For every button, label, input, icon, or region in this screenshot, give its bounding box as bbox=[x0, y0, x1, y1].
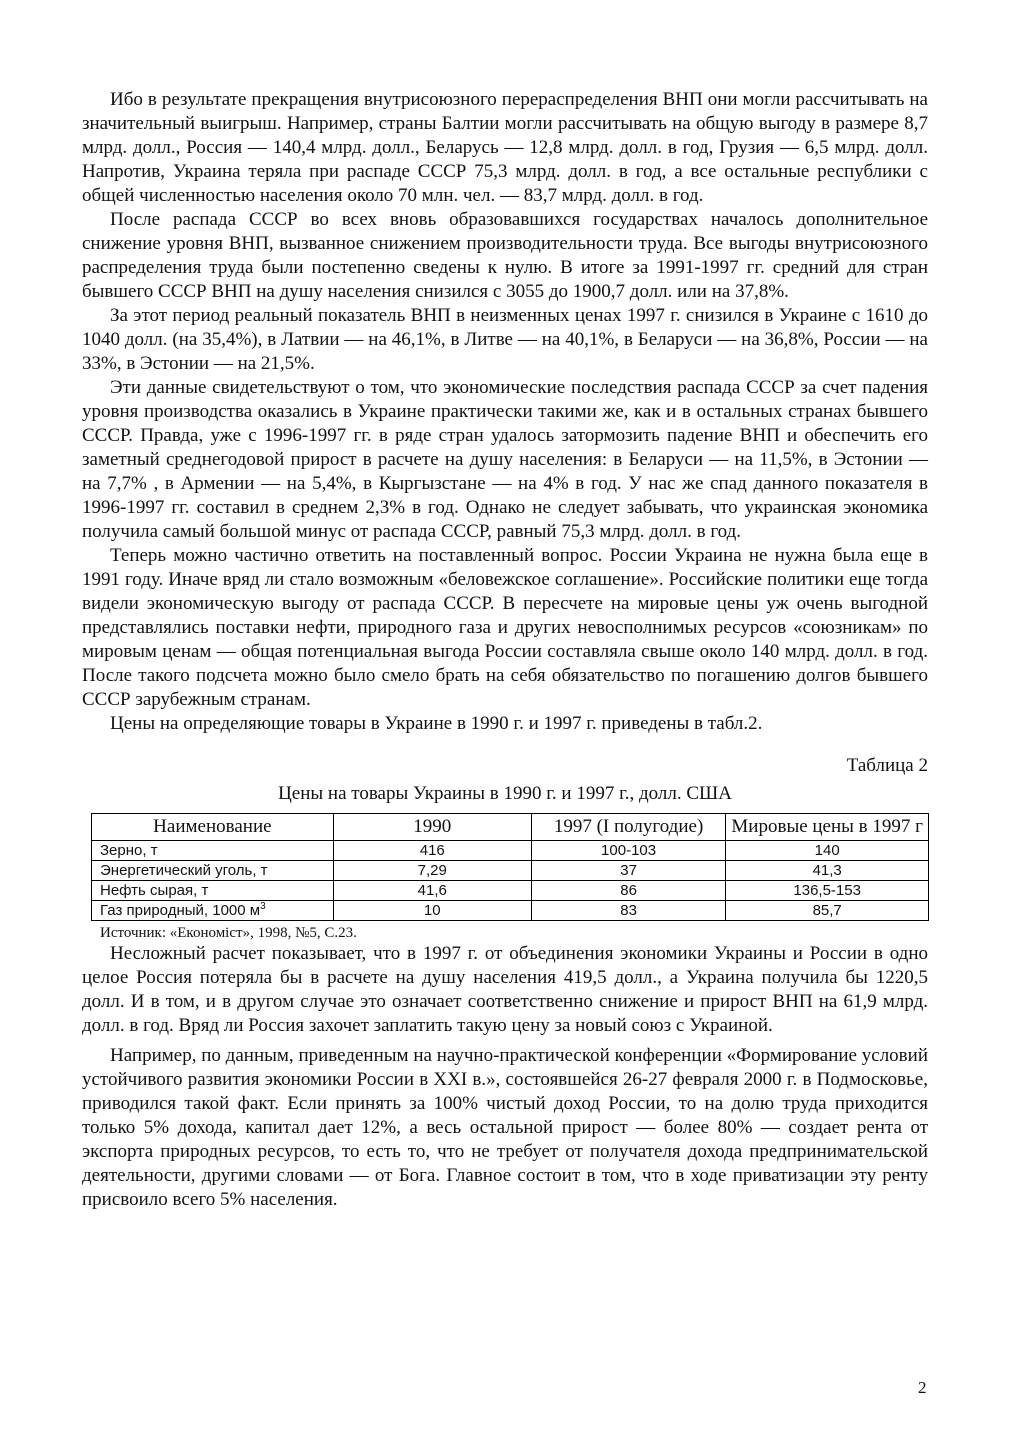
table-header-row bbox=[92, 814, 929, 841]
cell-1997: 86 bbox=[531, 881, 726, 901]
paragraph: Цены на определяющие товары в Украине в 1990 г. и 1997 г. приведены в табл.2. bbox=[110, 713, 763, 734]
paragraph: Теперь можно частично ответить на поставленный вопрос. России Украина не нужна была еще в 1991 году. Иначе вряд ли стало возможным «беловежское соглашение». Российские политики еще тогда видели экономическую выгоду от распада СССР. В пересчете на мировые цены уж очень выгодной представлялись поставки нефти, природного газа и других невосполнимых ресурсов «союзникам» по мировым ценам — общая потенциальная выгода России составляла свыше около 140 млрд. долл. в год. После такого подсчета можно было смело брать на себя обязательство по погашению долгов бывшего СССР зарубежным странам. bbox=[82, 545, 928, 710]
paragraph: Например, по данным, приведенным на научно-практической конференции «Формирование условий устойчивого развития экономики России в XXI в.», состоявшейся 26-27 февраля 2000 г. в Подмосковье, приводился такой факт. Если принять за 100% чистый доход России, то на долю труда приходится только 5% дохода, капитал дает 12%, а весь остальной прирост — более 80% — создает рента от экспорта природных ресурсов, то есть то, что не требует от получателя дохода предпринимательской деятельности, другими словами — от Бога. Главное состоит в том, что в ходе приватизации эту ренту присвоило всего 5% населения. bbox=[82, 1045, 928, 1210]
table-row bbox=[92, 901, 929, 921]
cell-name-text: Газ природный, 1000 м bbox=[100, 902, 261, 919]
cell-name: Зерно, т bbox=[92, 841, 334, 861]
cell-1990: 41,6 bbox=[333, 881, 531, 901]
header-1997: 1997 (I полугодие) bbox=[531, 814, 726, 841]
unit-superscript: 3 bbox=[260, 901, 266, 912]
cell-world: 140 bbox=[726, 841, 929, 861]
paragraph: Несложный расчет показывает, что в 1997 г. от объединения экономики Украины и России в одно целое Россия потеряла бы в расчете на душу населения 419,5 долл., а Украина получила бы 1220,5 долл. И в том, и в другом случае это означает соответственно снижение и прирост ВНП на 61,9 млрд. долл. в год. Вряд ли Россия захочет заплатить такую цену за новый союз с Украиной. bbox=[82, 943, 928, 1036]
paragraph: Ибо в результате прекращения внутрисоюзного перераспределения ВНП они могли рассчитывать на значительный выигрыш. Например, страны Балтии могли рассчитывать на общую выгоду в размере 8,7 млрд. долл., Россия — 140,4 млрд. долл., Беларусь — 12,8 млрд. долл. в год, Грузия — 6,5 млрд. долл. Напротив, Украина теряла при распаде СССР 75,3 млрд. долл. в год, а все остальные республики с общей численностью населения около 70 млн. чел. — 83,7 млрд. долл. в год. bbox=[82, 89, 928, 206]
table-row bbox=[92, 841, 929, 861]
cell-1990: 10 bbox=[333, 901, 531, 921]
cell-name bbox=[92, 901, 334, 921]
cell-1990: 416 bbox=[333, 841, 531, 861]
header-1990: 1990 bbox=[333, 814, 531, 841]
paragraph: После распада СССР во всех вновь образовавшихся государствах началось дополнительное снижение уровня ВНП, вызванное снижением производительности труда. Все выгоды внутрисоюзного распределения труда были постепенно сведены к нулю. В итоге за 1991-1997 гг. средний для стран бывшего СССР ВНП на душу населения снизился с 3055 до 1900,7 долл. или на 37,8%. bbox=[82, 209, 928, 302]
header-name: Наименование bbox=[92, 814, 334, 841]
cell-world: 85,7 bbox=[726, 901, 929, 921]
paragraph: За этот период реальный показатель ВНП в неизменных ценах 1997 г. снизился в Украине с 1610 до 1040 долл. (на 35,4%), в Латвии — на 46,1%, в Литве — на 40,1%, в Беларуси — на 36,8%, России — на 33%, в Эстонии — на 21,5%. bbox=[82, 305, 928, 374]
cell-1997: 83 bbox=[531, 901, 726, 921]
header-world-prices: Мировые цены в 1997 г bbox=[726, 814, 929, 841]
table-row bbox=[92, 881, 929, 901]
cell-name: Нефть сырая, т bbox=[92, 881, 334, 901]
cell-world: 136,5-153 bbox=[726, 881, 929, 901]
table-row bbox=[92, 861, 929, 881]
cell-1990: 7,29 bbox=[333, 861, 531, 881]
cell-1997: 37 bbox=[531, 861, 726, 881]
document-page bbox=[82, 88, 928, 1212]
table-reference: Таблица 2 bbox=[846, 755, 928, 776]
price-table bbox=[91, 813, 929, 921]
cell-name: Энергетический уголь, т bbox=[92, 861, 334, 881]
page-number: 2 bbox=[918, 1378, 927, 1397]
table-source: Источник: «Економіст», 1998, №5, С.23. bbox=[100, 925, 357, 941]
paragraph: Эти данные свидетельствуют о том, что экономические последствия распада СССР за счет падения уровня производства оказались в Украине практически такими же, как и в остальных странах бывшего СССР. Правда, уже с 1996-1997 гг. в ряде стран удалось затормозить падение ВНП и обеспечить его заметный среднегодовой прирост в расчете на душу населения: в Беларуси — на 11,5%, в Эстонии — на 7,7% , в Армении — на 5,4%, в Кыргызстане — на 4% в год. У нас же спад данного показателя в 1996-1997 гг. составил в среднем 2,3% в год. Однако не следует забывать, что украинская экономика получила самый большой минус от распада СССР, равный 75,3 млрд. долл. в год. bbox=[82, 377, 928, 542]
cell-world: 41,3 bbox=[726, 861, 929, 881]
table-title: Цены на товары Украины в 1990 г. и 1997 г., долл. США bbox=[278, 783, 732, 804]
cell-1997: 100-103 bbox=[531, 841, 726, 861]
